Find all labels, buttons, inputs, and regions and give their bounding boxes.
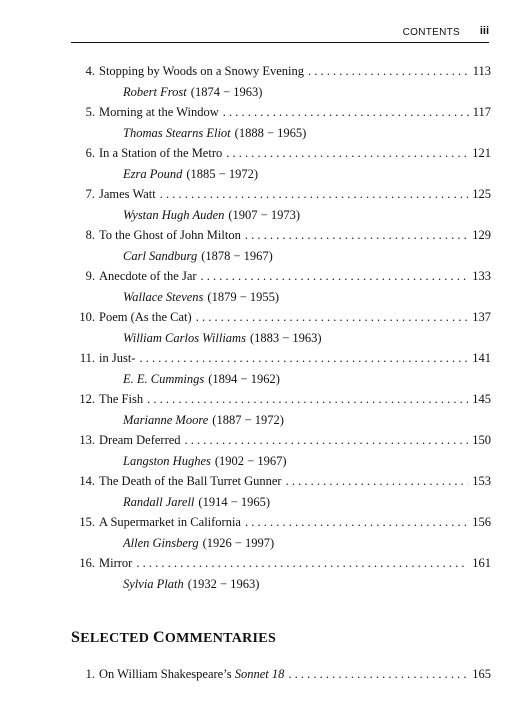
author-dates: (1887 − 1972) <box>212 412 284 427</box>
entry-number: 12. <box>79 392 95 406</box>
author-dates: (1879 − 1955) <box>207 289 280 304</box>
entry-title: Anecdote of the Jar <box>99 269 197 283</box>
author-dates: (1878 − 1967) <box>201 248 273 263</box>
toc-entry[interactable] <box>71 474 491 515</box>
dot-leader <box>185 433 469 448</box>
author-dates: (1874 − 1963) <box>190 84 263 99</box>
entry-title: Morning at the Window <box>99 105 219 119</box>
entry-number: 15. <box>79 515 95 529</box>
entry-page: 161 <box>472 556 491 570</box>
toc-entry[interactable] <box>71 105 491 146</box>
dot-leader <box>147 392 468 407</box>
author-dates: (1885 − 1972) <box>186 166 258 181</box>
author-dates: (1883 − 1963) <box>249 330 322 345</box>
author-name: Ezra Pound <box>123 166 183 181</box>
entry-title: In a Station of the Metro <box>99 146 223 160</box>
entry-number: 5. <box>85 105 95 119</box>
dot-leader <box>136 556 468 571</box>
entry-page: 129 <box>472 228 491 242</box>
entry-number: 9. <box>85 269 95 283</box>
toc-entry[interactable] <box>71 433 491 474</box>
entry-page: 137 <box>472 310 491 324</box>
author-name: Langston Hughes <box>123 453 211 468</box>
entry-title: The Fish <box>99 392 144 406</box>
entry-number: 14. <box>79 474 95 488</box>
entry-page: 156 <box>472 515 491 529</box>
dot-leader <box>286 474 469 489</box>
entry-page: 153 <box>472 474 491 488</box>
entry-page: 121 <box>472 146 491 160</box>
entry-page: 133 <box>472 269 491 283</box>
toc-entry[interactable] <box>71 187 491 228</box>
author-dates: (1907 − 1973) <box>228 207 301 222</box>
entry-number: 1. <box>85 667 95 681</box>
dot-leader <box>245 228 468 243</box>
entry-title: The Death of the Ball Turret Gunner <box>99 474 282 488</box>
page-number: iii <box>479 25 489 37</box>
toc-entry[interactable] <box>71 515 491 556</box>
entry-page: 150 <box>472 433 491 447</box>
section-heading: SELECTED COMMENTARIES <box>71 629 277 646</box>
entry-title: Stopping by Woods on a Snowy Evening <box>99 64 305 78</box>
entry-number: 16. <box>79 556 95 570</box>
entry-title: James Watt <box>99 187 156 201</box>
table-of-contents <box>71 64 491 597</box>
entry-title: in Just- <box>99 351 136 365</box>
author-name: Sylvia Plath <box>123 576 184 591</box>
entry-title-italic: Sonnet 18 <box>234 667 285 681</box>
entry-number: 6. <box>85 146 95 160</box>
author-name: Thomas Stearns Eliot <box>123 125 231 140</box>
toc-entry[interactable] <box>71 392 491 433</box>
entry-page: 165 <box>472 667 491 681</box>
entry-page: 141 <box>472 351 491 365</box>
commentary-entry[interactable] <box>71 667 491 688</box>
entry-title: Poem (As the Cat) <box>99 310 192 324</box>
author-name: Marianne Moore <box>123 412 209 427</box>
author-dates: (1902 − 1967) <box>214 453 287 468</box>
author-name: William Carlos Williams <box>123 330 246 345</box>
toc-entry[interactable] <box>71 269 491 310</box>
author-dates: (1932 − 1963) <box>187 576 260 591</box>
dot-leader <box>223 105 469 120</box>
dot-leader <box>201 269 469 284</box>
author-name: E. E. Cummings <box>123 371 205 386</box>
dot-leader <box>245 515 468 530</box>
entry-number: 10. <box>79 310 95 324</box>
toc-entry[interactable] <box>71 228 491 269</box>
toc-entry[interactable] <box>71 64 491 105</box>
toc-entry[interactable] <box>71 351 491 392</box>
dot-leader <box>196 310 469 325</box>
running-head-title: CONTENTS <box>402 27 460 38</box>
author-dates: (1926 − 1997) <box>202 535 275 550</box>
entry-number: 7. <box>85 187 95 201</box>
dot-leader <box>288 667 468 682</box>
author-name: Allen Ginsberg <box>123 535 199 550</box>
entry-title: To the Ghost of John Milton <box>99 228 241 242</box>
dot-leader <box>160 187 469 202</box>
entry-page: 145 <box>472 392 491 406</box>
entry-number: 13. <box>79 433 95 447</box>
toc-entry[interactable] <box>71 556 491 597</box>
author-dates: (1914 − 1965) <box>198 494 271 509</box>
author-dates: (1888 − 1965) <box>234 125 307 140</box>
entry-page: 125 <box>472 187 491 201</box>
toc-entry[interactable] <box>71 310 491 351</box>
author-name: Carl Sandburg <box>123 248 198 263</box>
toc-entry[interactable] <box>71 146 491 187</box>
entry-title: A Supermarket in California <box>99 515 241 529</box>
author-name: Wystan Hugh Auden <box>123 207 225 222</box>
dot-leader <box>139 351 468 366</box>
entry-title: Dream Deferred <box>99 433 181 447</box>
entry-number: 11. <box>79 351 95 365</box>
author-dates: (1894 − 1962) <box>208 371 280 386</box>
author-name: Robert Frost <box>123 84 187 99</box>
entry-page: 117 <box>472 105 491 119</box>
author-name: Randall Jarell <box>123 494 195 509</box>
entry-title: On William Shakespeare’s Sonnet 18 <box>99 667 285 681</box>
dot-leader <box>308 64 469 79</box>
dot-leader <box>226 146 468 161</box>
entry-number: 8. <box>85 228 95 242</box>
author-name: Wallace Stevens <box>123 289 204 304</box>
entry-title: Mirror <box>99 556 133 570</box>
running-header <box>71 22 489 43</box>
entry-number: 4. <box>85 64 95 78</box>
entry-page: 113 <box>472 64 491 78</box>
